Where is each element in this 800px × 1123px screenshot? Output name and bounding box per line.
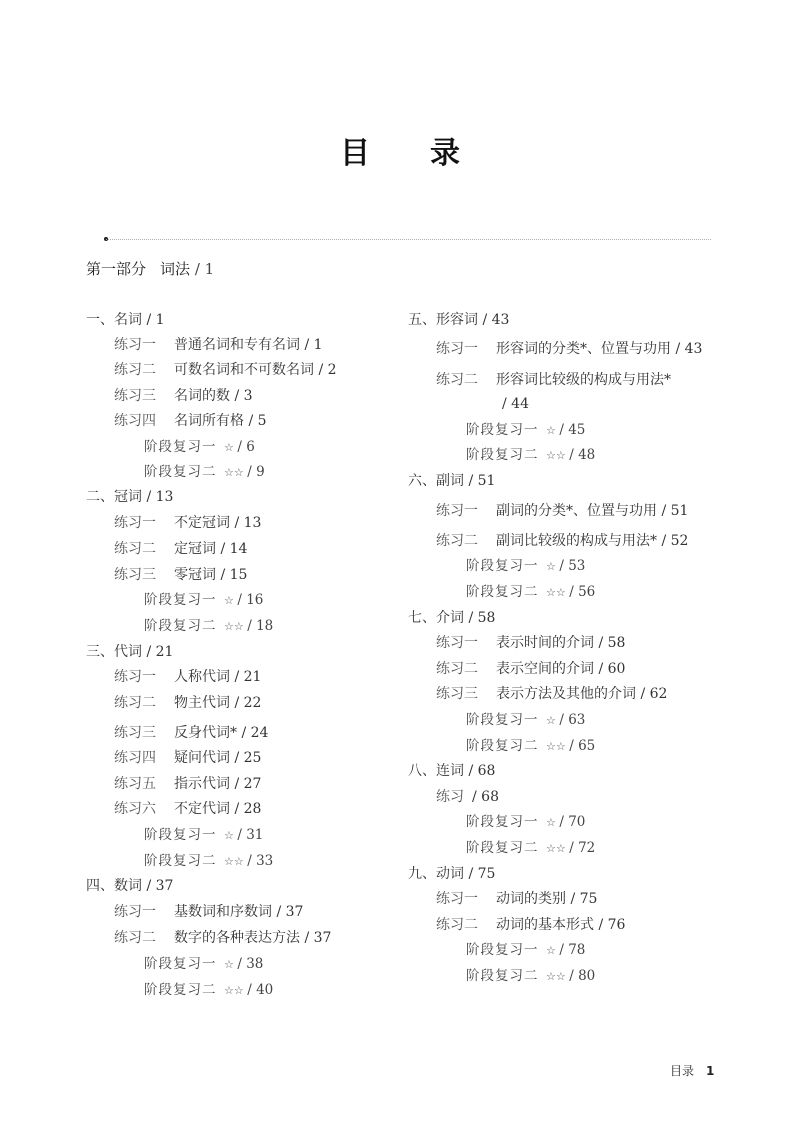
- part-label: 第一部分: [86, 260, 147, 278]
- toc-chapter[interactable]: [408, 609, 495, 627]
- footer-page-number: 1: [706, 1064, 715, 1078]
- toc-exercise[interactable]: [114, 929, 331, 947]
- entry-text: 人称代词 / 21: [174, 669, 262, 685]
- toc-review[interactable]: [466, 941, 585, 960]
- toc-chapter[interactable]: [86, 311, 165, 329]
- page-title: [0, 128, 800, 172]
- entry-text: 名词的数 / 3: [174, 388, 253, 404]
- entry-text: 零冠词 / 15: [174, 567, 248, 583]
- entry-text: / 6: [237, 439, 255, 455]
- entry-code: 阶段复习二: [144, 464, 217, 480]
- entry-code: 练习四: [114, 750, 156, 766]
- entry-code: 阶段复习二: [466, 968, 539, 984]
- toc-exercise[interactable]: [114, 387, 253, 405]
- entry-text: 表示空间的介词 / 60: [496, 661, 626, 677]
- entry-code: 练习二: [114, 362, 156, 378]
- toc-exercise[interactable]: [114, 694, 261, 712]
- entry-text: / 68: [472, 789, 499, 805]
- toc-exercise[interactable]: [114, 540, 247, 558]
- toc-exercise[interactable]: [114, 412, 267, 430]
- entry-code: 练习: [436, 789, 464, 805]
- part-name: 词法: [160, 260, 191, 278]
- entry-code: 练习一: [436, 635, 478, 651]
- entry-text: 七、介词 / 58: [408, 610, 496, 626]
- toc-exercise[interactable]: [114, 514, 261, 532]
- entry-code: 练习一: [436, 891, 478, 907]
- difficulty-star-icon: ☆☆: [224, 855, 248, 868]
- entry-code: 练习二: [436, 372, 478, 388]
- entry-code: 练习四: [114, 413, 156, 429]
- entry-text: 基数词和序数词 / 37: [174, 904, 304, 920]
- entry-text: 普通名词和专有名词 / 1: [174, 337, 323, 353]
- entry-text: 物主代词 / 22: [174, 695, 262, 711]
- difficulty-star-icon: ☆: [224, 958, 238, 971]
- toc-exercise[interactable]: [436, 788, 499, 806]
- toc-review[interactable]: [144, 852, 273, 871]
- difficulty-star-icon: ☆☆: [546, 449, 570, 462]
- entry-text: 定冠词 / 14: [174, 541, 248, 557]
- difficulty-star-icon: ☆: [546, 816, 560, 829]
- page-footer: [670, 1062, 714, 1079]
- entry-code: 练习二: [114, 695, 156, 711]
- entry-text: 表示时间的介词 / 58: [496, 635, 626, 651]
- toc-exercise[interactable]: [114, 724, 268, 742]
- toc-review[interactable]: [466, 583, 595, 602]
- difficulty-star-icon: ☆: [546, 944, 560, 957]
- entry-text: / 38: [237, 956, 264, 972]
- entry-code: 阶段复习二: [466, 738, 539, 754]
- difficulty-star-icon: ☆☆: [546, 970, 570, 983]
- toc-review[interactable]: [144, 826, 263, 845]
- difficulty-star-icon: ☆: [546, 714, 560, 727]
- entry-code: 阶段复习一: [466, 942, 539, 958]
- entry-code: 练习三: [114, 567, 156, 583]
- difficulty-star-icon: ☆: [224, 829, 238, 842]
- part-heading[interactable]: [86, 258, 214, 279]
- entry-text: 四、数词 / 37: [86, 878, 174, 894]
- toc-review[interactable]: [466, 711, 585, 730]
- entry-code: 练习二: [436, 661, 478, 677]
- entry-code: 阶段复习二: [144, 853, 217, 869]
- entry-text: 名词所有格 / 5: [174, 413, 267, 429]
- dotted-divider: [106, 239, 711, 240]
- toc-review[interactable]: [466, 967, 595, 986]
- entry-text: 形容词比较级的构成与用法*: [496, 372, 671, 388]
- toc-review[interactable]: [466, 839, 595, 858]
- entry-code: 练习三: [114, 388, 156, 404]
- entry-code: 阶段复习一: [466, 558, 539, 574]
- toc-review[interactable]: [144, 438, 255, 457]
- difficulty-star-icon: ☆: [546, 424, 560, 437]
- entry-text: / 31: [237, 827, 264, 843]
- entry-text: / 72: [569, 840, 596, 856]
- entry-text: / 80: [569, 968, 596, 984]
- entry-text: 副词比较级的构成与用法* / 52: [496, 533, 689, 549]
- toc-review[interactable]: [144, 591, 263, 610]
- toc-chapter[interactable]: [86, 643, 173, 661]
- entry-text: 动词的类别 / 75: [496, 891, 598, 907]
- entry-code: 练习一: [436, 341, 478, 357]
- toc-exercise[interactable]: [436, 890, 597, 908]
- entry-code: 阶段复习一: [144, 592, 217, 608]
- entry-text: / 44: [502, 396, 529, 412]
- difficulty-star-icon: ☆: [224, 594, 238, 607]
- entry-code: 阶段复习二: [466, 840, 539, 856]
- entry-text: 指示代词 / 27: [174, 776, 262, 792]
- toc-exercise[interactable]: [114, 361, 337, 379]
- toc-exercise[interactable]: [436, 916, 625, 934]
- entry-code: 练习六: [114, 801, 156, 817]
- entry-text: 八、连词 / 68: [408, 763, 496, 779]
- entry-text: 三、代词 / 21: [86, 644, 174, 660]
- entry-code: 阶段复习一: [466, 814, 539, 830]
- entry-text: / 56: [569, 584, 596, 600]
- difficulty-star-icon: ☆: [224, 441, 238, 454]
- toc-exercise[interactable]: [114, 775, 261, 793]
- entry-code: 阶段复习一: [144, 956, 217, 972]
- entry-text: 不定冠词 / 13: [174, 515, 262, 531]
- toc-exercise[interactable]: [114, 749, 261, 767]
- toc-chapter[interactable]: [408, 311, 509, 329]
- entry-code: 阶段复习二: [144, 982, 217, 998]
- toc-exercise[interactable]: [436, 685, 667, 703]
- entry-code: 练习二: [436, 917, 478, 933]
- part-page: / 1: [194, 260, 215, 278]
- entry-code: 练习二: [114, 541, 156, 557]
- toc-exercise[interactable]: [436, 660, 625, 678]
- entry-text: 五、形容词 / 43: [408, 312, 510, 328]
- toc-review[interactable]: [144, 617, 273, 636]
- entry-text: / 63: [559, 712, 586, 728]
- difficulty-star-icon: ☆☆: [546, 740, 570, 753]
- difficulty-star-icon: ☆☆: [546, 842, 570, 855]
- entry-text: / 65: [569, 738, 596, 754]
- entry-text: 九、动词 / 75: [408, 866, 496, 882]
- entry-text: 可数名词和不可数名词 / 2: [174, 362, 337, 378]
- entry-code: 练习一: [114, 515, 156, 531]
- difficulty-star-icon: ☆☆: [224, 620, 248, 633]
- footer-label: 目录: [670, 1064, 695, 1078]
- entry-code: 阶段复习一: [466, 422, 539, 438]
- entry-code: 阶段复习一: [466, 712, 539, 728]
- toc-exercise[interactable]: [436, 371, 671, 389]
- toc-exercise[interactable]: [114, 903, 303, 921]
- entry-text: / 48: [569, 447, 596, 463]
- entry-text: 动词的基本形式 / 76: [496, 917, 626, 933]
- title-char-1: 目: [340, 136, 370, 171]
- entry-code: 阶段复习二: [144, 618, 217, 634]
- toc-chapter[interactable]: [86, 877, 173, 895]
- difficulty-star-icon: ☆: [546, 560, 560, 573]
- toc-review[interactable]: [144, 955, 263, 974]
- entry-text: / 53: [559, 558, 586, 574]
- entry-text: / 40: [247, 982, 274, 998]
- toc-exercise[interactable]: [114, 336, 323, 354]
- entry-text: 形容词的分类*、位置与功用 / 43: [496, 341, 703, 357]
- entry-text: 数字的各种表达方法 / 37: [174, 930, 332, 946]
- entry-text: / 70: [559, 814, 586, 830]
- entry-text: / 16: [237, 592, 264, 608]
- entry-code: 练习二: [436, 533, 478, 549]
- difficulty-star-icon: ☆☆: [546, 586, 570, 599]
- difficulty-star-icon: ☆☆: [224, 984, 248, 997]
- toc-exercise[interactable]: [114, 566, 247, 584]
- toc-review[interactable]: [466, 813, 585, 832]
- entry-code: 练习二: [114, 930, 156, 946]
- entry-text: 二、冠词 / 13: [86, 489, 174, 505]
- entry-code: 练习一: [114, 337, 156, 353]
- toc-exercise[interactable]: [436, 502, 688, 520]
- title-char-2: 录: [430, 136, 460, 171]
- entry-code: 阶段复习二: [466, 584, 539, 600]
- entry-code: 练习一: [436, 503, 478, 519]
- entry-text: 反身代词* / 24: [174, 725, 269, 741]
- toc-chapter[interactable]: [408, 762, 495, 780]
- entry-text: / 33: [247, 853, 274, 869]
- toc-exercise[interactable]: [502, 395, 529, 413]
- toc-review[interactable]: [144, 981, 273, 1000]
- toc-exercise[interactable]: [436, 634, 625, 652]
- toc-exercise[interactable]: [436, 340, 702, 358]
- entry-text: 疑问代词 / 25: [174, 750, 262, 766]
- toc-review[interactable]: [466, 446, 595, 465]
- entry-text: / 18: [247, 618, 274, 634]
- entry-text: 不定代词 / 28: [174, 801, 262, 817]
- entry-text: 一、名词 / 1: [86, 312, 165, 328]
- entry-code: 练习一: [114, 669, 156, 685]
- toc-exercise[interactable]: [114, 800, 261, 818]
- entry-code: 练习一: [114, 904, 156, 920]
- toc-review[interactable]: [144, 463, 265, 482]
- toc-review[interactable]: [466, 421, 585, 440]
- toc-exercise[interactable]: [436, 532, 688, 550]
- entry-code: 练习五: [114, 776, 156, 792]
- toc-review[interactable]: [466, 557, 585, 576]
- entry-text: 表示方法及其他的介词 / 62: [496, 686, 668, 702]
- entry-code: 练习三: [114, 725, 156, 741]
- toc-chapter[interactable]: [86, 488, 173, 506]
- entry-code: 阶段复习二: [466, 447, 539, 463]
- entry-text: 副词的分类*、位置与功用 / 51: [496, 503, 689, 519]
- entry-text: / 78: [559, 942, 586, 958]
- entry-code: 阶段复习一: [144, 439, 217, 455]
- toc-review[interactable]: [466, 737, 595, 756]
- toc-chapter[interactable]: [408, 865, 495, 883]
- entry-text: / 45: [559, 422, 586, 438]
- entry-text: / 9: [247, 464, 265, 480]
- entry-code: 练习三: [436, 686, 478, 702]
- toc-chapter[interactable]: [408, 472, 495, 490]
- entry-code: 阶段复习一: [144, 827, 217, 843]
- toc-exercise[interactable]: [114, 668, 261, 686]
- entry-text: 六、副词 / 51: [408, 473, 496, 489]
- difficulty-star-icon: ☆☆: [224, 466, 248, 479]
